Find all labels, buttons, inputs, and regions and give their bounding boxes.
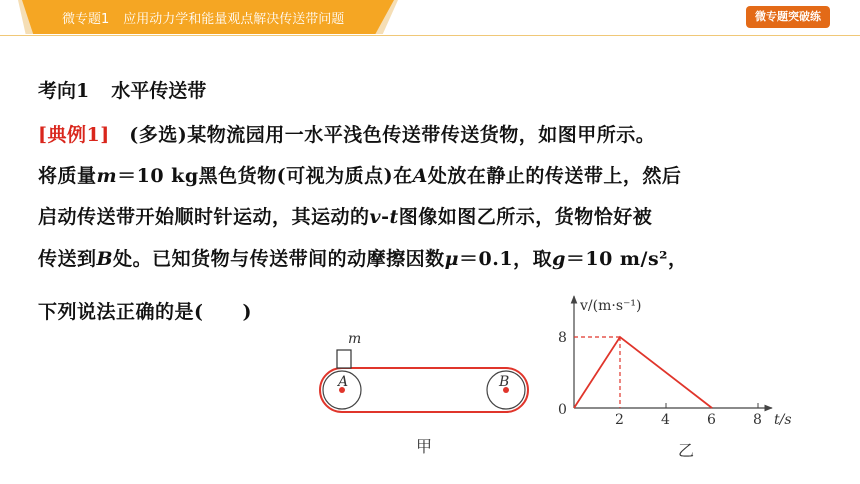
problem-line-4 [38,244,688,271]
top-bar [0,0,860,36]
mass-label: m [348,331,362,347]
symbol-mu: μ [444,248,460,270]
problem-line-1 [38,120,655,147]
caption-jia: 甲 [416,437,433,456]
section-heading [38,76,206,103]
example-tag: [典例1] [38,124,110,146]
problem-text: 处放在静止的传送带上，然后 [427,165,682,187]
section-title: 水平传送带 [111,80,207,102]
x-tick-label-6: 6 [707,412,716,428]
x-tick-label-2: 2 [615,412,624,428]
symbol-g: g [552,248,566,270]
header-tab-text [62,8,344,27]
cargo-box [337,350,351,368]
problem-line-3 [38,202,652,229]
x-tick-label-4: 4 [661,412,670,428]
problem-text: (多选)某物流园用一水平浅色传送带传送货物，如图甲所示。 [129,124,656,146]
section-label: 考向1 [38,80,90,102]
x-axis-label: t/s [774,412,792,428]
problem-text: 启动传送带开始顺时针运动，其运动的 [38,206,370,228]
symbol-a: A [412,165,428,187]
symbol-m: m [96,165,118,187]
point-b-label: B [499,374,510,390]
symbol-t: t [389,206,399,228]
symbol-b: B [96,248,114,270]
origin-label: 0 [558,402,567,418]
problem-text: ＝10 m/s²， [565,248,688,270]
y-axis-label: v/(m·s⁻¹) [580,298,642,314]
figures [300,290,820,470]
y-tick-8: 8 [558,330,567,346]
problem-text: - [381,206,390,228]
symbol-v: v [369,206,382,228]
caption-yi: 乙 [678,441,695,460]
vt-line [574,337,712,408]
problem-text: 将质量 [38,165,97,187]
problem-question: 下列说法正确的是( ) [38,301,252,323]
x-tick-label-8: 8 [753,412,762,428]
problem-text: 图像如图乙所示，货物恰好被 [398,206,653,228]
header-tab-title: 应用动力学和能量观点解决传送带问题 [123,12,345,27]
point-a-label: A [338,374,349,390]
problem-text: ＝0.1，取 [459,248,553,270]
section-badge[interactable]: 微专题突破练 [746,6,830,28]
header-divider [0,35,860,36]
figure-yi [558,296,792,460]
figure-jia [320,331,528,456]
problem-line-2 [38,161,681,188]
problem-text: 传送到 [38,248,97,270]
problem-line-5 [38,297,252,324]
header-tab-number: 微专题1 [62,12,110,27]
problem-text: ＝10 kg黑色货物(可视为质点)在 [117,165,413,187]
problem-text: 处。已知货物与传送带间的动摩擦因数 [113,248,445,270]
